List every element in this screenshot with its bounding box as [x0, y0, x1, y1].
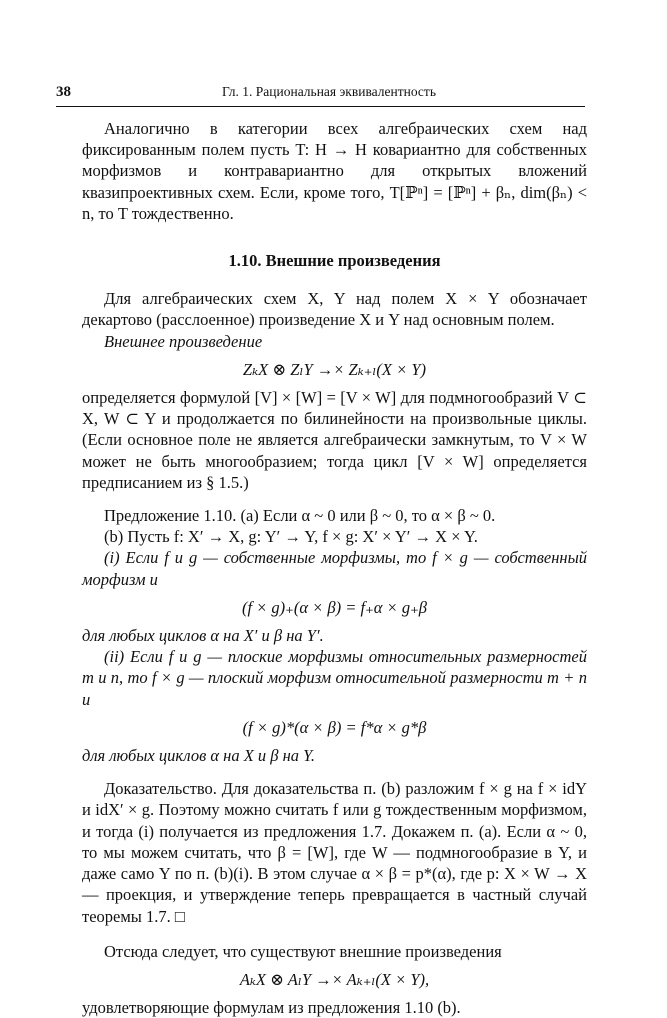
formula-exterior-product: ZₖX ⊗ ZₗY →× Zₖ₊ₗ(X × Y) [242, 359, 427, 379]
page-header [56, 82, 585, 107]
definition-paragraph: Для алгебраических схем X, Y над полем X × Y обозначает декартово (расслоенное) произведение X и Y над основным полем. [82, 289, 587, 330]
running-title: Гл. 1. Рациональная эквивалентность [222, 84, 436, 99]
formula-pushforward: (f × g)₊(α × β) = f₊α × g₊β [241, 597, 428, 617]
section-title: 1.10. Внешние произведения [228, 251, 441, 271]
formula-pullback: (f × g)*(α × β) = f*α × g*β [242, 717, 427, 737]
closing-paragraph: Отсюда следует, что существуют внешние произведения [104, 941, 502, 961]
proposition-b: (b) Пусть f: X′ → X, g: Y′ → Y, f × g: X′ × Y′ → X × Y. [104, 527, 478, 547]
final-line: удовлетворяющие формулам из предложения 1.10 (b). [82, 998, 461, 1018]
exterior-product-label: Внешнее произведение [104, 331, 263, 351]
page-body [82, 118, 587, 1018]
proposition-i-tail: для любых циклов α на X′ и β на Y′. [82, 626, 324, 646]
proof-paragraph: Доказательство. Для доказательства п. (b) разложим f × g на f × idY и idX′ × g. Поэтому можно считать f или g тождественным морфизмом, и тогда (i) получается из предложения 1.7. Докажем п. (a). Если α ~ 0, то мы можем считать, что β = [W], где W — подмногообразие в Y, и даже само Y по п. (b)(i). В этом случае α × β = p*(α), где p: X × W → X — проекция, и утверждение теперь превращается в частный случай теоремы 1.7. □ [82, 779, 587, 926]
intro-paragraph: Аналогично в категории всех алгебраических схем над фиксированным полем пусть T: H → H ковариантно для собственных морфизмов и контравариантно для открытых вложений квазипроективных схем. Если, кроме того, T[ℙⁿ] = [ℙⁿ] + βₙ, dim(βₙ) < n, то T тождественно. [82, 119, 587, 223]
proposition-ii: (ii) Если f и g — плоские морфизмы относительных размерностей m и n, то f × g — плоский морфизм относительной размерности m + n и [82, 647, 587, 709]
page-number: 38 [56, 84, 71, 100]
proposition-i: (i) Если f и g — собственные морфизмы, то f × g — собственный морфизм и [82, 548, 587, 589]
formula-chow-product: AₖX ⊗ AₗY →× Aₖ₊ₗ(X × Y), [239, 969, 430, 989]
proposition-ii-tail: для любых циклов α на X и β на Y. [82, 746, 315, 766]
definition-continuation: определяется формулой [V] × [W] = [V × W] для подмногообразий V ⊂ X, W ⊂ Y и продолжается по билинейности на произвольные циклы. (Если основное поле не является алгебраически замкнутым, то V × W может не быть многообразием; тогда цикл [V × W] определяется предписанием из § 1.5.) [82, 388, 587, 492]
proposition-a: Предложение 1.10. (a) Если α ~ 0 или β ~ 0, то α × β ~ 0. [104, 506, 496, 526]
